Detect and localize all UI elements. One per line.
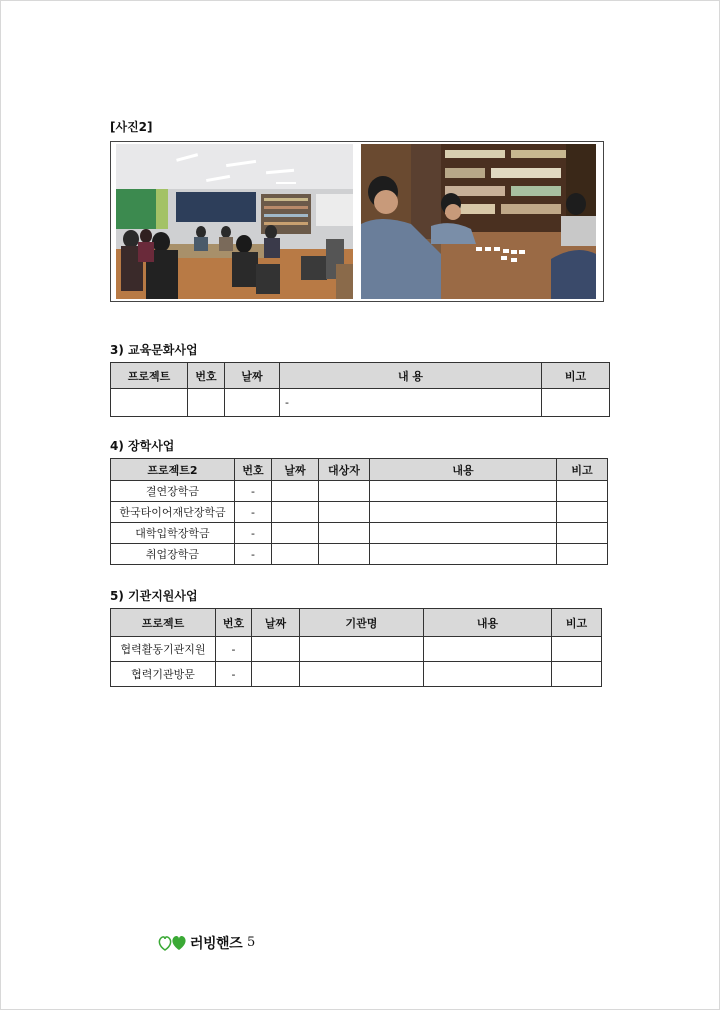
section3-header: 내 용: [280, 363, 542, 389]
table-cell: [252, 637, 300, 662]
section5-table: [110, 608, 602, 687]
table-cell: [319, 481, 370, 502]
table-cell: [557, 481, 608, 502]
section5-title: 5) 기관지원사업: [110, 589, 198, 603]
table-cell: [424, 662, 552, 687]
photo-frame: [110, 141, 604, 302]
table-cell: 한국타이어재단장학금: [111, 502, 235, 523]
table-cell: [557, 502, 608, 523]
table-cell: [370, 502, 557, 523]
table-cell: [272, 481, 319, 502]
table-cell: [300, 662, 424, 687]
table-cell: [111, 389, 188, 417]
table-cell: 대학입학장학금: [111, 523, 235, 544]
section3-header: 프로젝트: [111, 363, 188, 389]
table-cell: 취업장학금: [111, 544, 235, 565]
section3-table: [110, 362, 610, 417]
table-cell: -: [235, 523, 272, 544]
section5-header: 날짜: [252, 609, 300, 637]
table-cell: [252, 662, 300, 687]
section3-header: 비고: [542, 363, 610, 389]
table-cell: [370, 481, 557, 502]
table-cell: -: [280, 389, 542, 417]
table-cell: [370, 523, 557, 544]
table-cell: -: [235, 502, 272, 523]
footer-brand: 러빙핸즈: [190, 936, 243, 952]
table-cell: [272, 502, 319, 523]
photo-caption: [사진2]: [110, 120, 153, 134]
table-cell: [272, 523, 319, 544]
table-cell: [319, 544, 370, 565]
table-cell: -: [216, 637, 252, 662]
table-row: [111, 502, 608, 523]
table-row: [111, 481, 608, 502]
table-cell: -: [216, 662, 252, 687]
table-cell: 협력활동기관지원: [111, 637, 216, 662]
section4-header: 내용: [370, 459, 557, 481]
section5-header: 번호: [216, 609, 252, 637]
table-cell: [424, 637, 552, 662]
table-row: [111, 544, 608, 565]
table-cell: [557, 544, 608, 565]
section4-title: 4) 장학사업: [110, 439, 175, 453]
table-row: [111, 389, 610, 417]
section5-header: 프로젝트: [111, 609, 216, 637]
loving-hands-logo-icon: [157, 932, 189, 952]
table-cell: [319, 523, 370, 544]
table-cell: [225, 389, 280, 417]
table-cell: [552, 637, 602, 662]
photo-card-game: [361, 144, 596, 299]
section4-header: 번호: [235, 459, 272, 481]
photo-meeting: [116, 144, 353, 299]
table-cell: 결연장학금: [111, 481, 235, 502]
table-cell: 협력기관방문: [111, 662, 216, 687]
section5-header: 내용: [424, 609, 552, 637]
section3-header: 번호: [188, 363, 225, 389]
table-cell: [552, 662, 602, 687]
section3-header-row: [111, 363, 610, 389]
section5-header: 기관명: [300, 609, 424, 637]
section4-header: 날짜: [272, 459, 319, 481]
table-cell: [542, 389, 610, 417]
page-number: 5: [247, 935, 256, 950]
table-cell: [319, 502, 370, 523]
section5-header-row: [111, 609, 602, 637]
section3-title: 3) 교육문화사업: [110, 343, 198, 357]
section4-header-row: [111, 459, 608, 481]
table-row: [111, 662, 602, 687]
section5-header: 비고: [552, 609, 602, 637]
section4-header: 대상자: [319, 459, 370, 481]
table-cell: [188, 389, 225, 417]
section4-header: 비고: [557, 459, 608, 481]
table-row: [111, 523, 608, 544]
table-cell: [557, 523, 608, 544]
table-cell: [300, 637, 424, 662]
table-cell: [272, 544, 319, 565]
table-cell: [370, 544, 557, 565]
section3-header: 날짜: [225, 363, 280, 389]
section4-header: 프로젝트2: [111, 459, 235, 481]
table-cell: -: [235, 544, 272, 565]
section4-table: [110, 458, 608, 565]
table-cell: -: [235, 481, 272, 502]
table-row: [111, 637, 602, 662]
